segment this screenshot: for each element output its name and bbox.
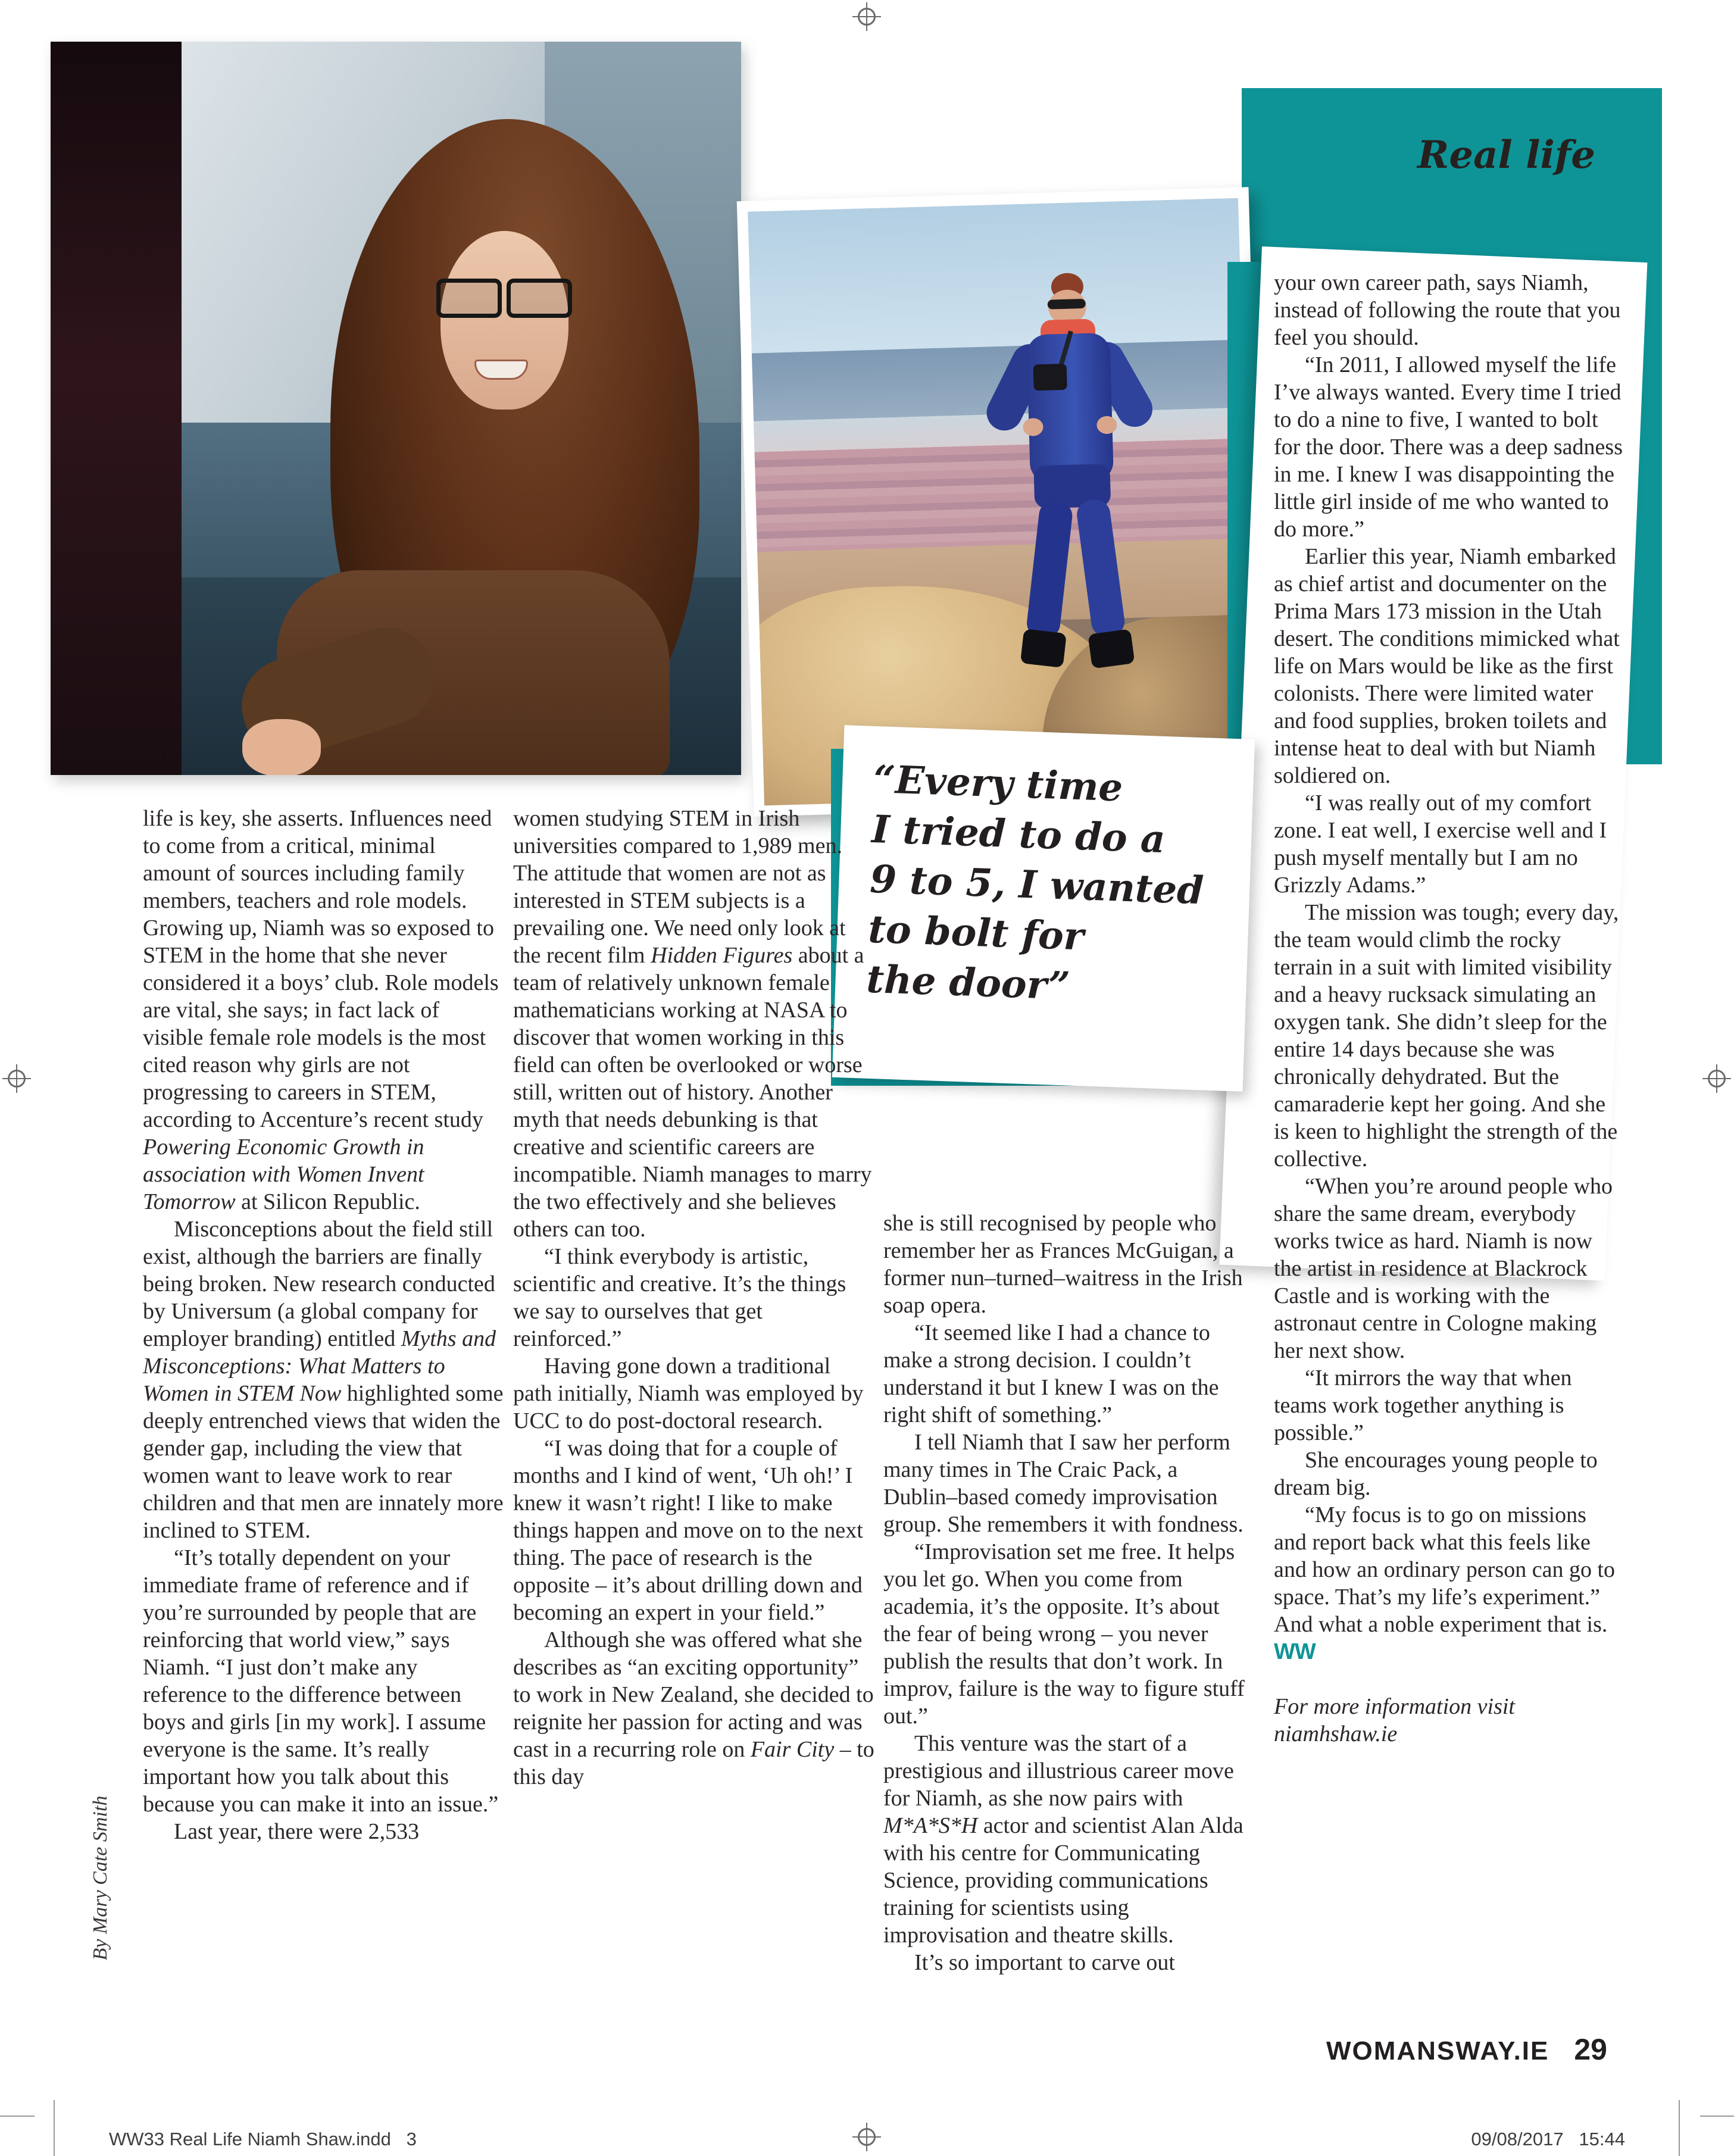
pull-quote-text: “Every time I tried to do a 9 to 5, I wanted to bolt for the door” (866, 757, 1205, 1009)
registration-mark-left (4, 1065, 30, 1092)
registration-ring (8, 1070, 26, 1088)
photo-niamh-speaking (51, 42, 741, 775)
paragraph: “It seemed like I had a chance to make a strong decision. I couldn’t understand it but I knew I was on the right shift of something.” (883, 1320, 1219, 1427)
paragraph: It’s so important to carve out (914, 1950, 1175, 1975)
paragraph: She encourages young people to dream big. (1274, 1448, 1598, 1500)
page-number: 29 (1574, 2033, 1607, 2066)
registration-ring (858, 8, 876, 26)
figure-niamh-coveralls (988, 271, 1154, 692)
ww-magazine-logo: WW (1274, 1639, 1316, 1664)
print-slug-filename: WW33 Real Life Niamh Shaw.indd 3 (109, 2129, 417, 2149)
figure-left-leg (1026, 499, 1074, 639)
article-column-3 (883, 1210, 1245, 1976)
paragraph: “My focus is to go on missions and report back what this feels like and how an ordinary person can go to space. That’s my life’s experiment.” And what a noble experiment that is. WW (1274, 1502, 1616, 1664)
registration-mark-top (854, 4, 880, 30)
photo-desert-mars (737, 187, 1266, 817)
paragraph: “It mirrors the way that when teams work together anything is possible.” (1274, 1366, 1572, 1445)
figure-right-leg (1075, 498, 1126, 638)
paragraph: I tell Niamh that I saw her perform many times in The Craic Pack, a Dublin–based comedy improvisation group. She remembers it with fondness. (883, 1430, 1244, 1537)
figure-camera (1033, 364, 1067, 391)
paragraph: your own career path, says Niamh, instead of following the route that you feel you should. (1274, 270, 1621, 350)
paragraph: Last year, there were 2,533 (174, 1819, 420, 1844)
page-footer (1250, 2032, 1607, 2067)
glasses-right-lens (507, 279, 572, 318)
paragraph: “I was really out of my comfort zone. I eat well, I exercise well and I push myself mentally but I am no Grizzly Adams.” (1274, 790, 1607, 898)
registration-mark-bottom (854, 2124, 880, 2150)
article-column-4 (1274, 269, 1623, 1748)
glasses-left-lens (436, 279, 502, 318)
registration-ring (858, 2128, 876, 2146)
photo-hand (242, 719, 321, 775)
registration-mark-right (1704, 1065, 1730, 1092)
paragraph: This venture was the start of a prestigious and illustrious career move for Niamh, as she now pairs with M*A*S*H actor and scientist Alan Alda with his centre for Communicating Science, providing communications training for scientists using improvisation and theatre skills. (883, 1731, 1244, 1948)
registration-ring (1708, 1070, 1726, 1088)
paragraph: “It’s totally dependent on your immediate frame of reference and if you’re surrounded by people that are reinforcing that world view,” says Niamh. “I just don’t make any reference to the difference between boys and girls [in my work]. I assume everyone is the same. It’s really important how you talk about this because you can make it into an issue.” (143, 1545, 499, 1817)
paragraph: “I think everybody is artistic, scientific and creative. It’s the things we say to ourselves that get reinforced.” (513, 1244, 846, 1351)
figure-right-hand (1096, 416, 1117, 435)
photo-smile (474, 360, 528, 380)
figure-right-boot (1088, 629, 1135, 668)
paragraph: she is still recognised by people who remember her as Frances McGuigan, a former nun–turned–waitress in the Irish soap opera. (883, 1211, 1243, 1318)
paragraph: “I was doing that for a couple of months and I kind of went, ‘Uh oh!’ I knew it wasn’t right! I like to make things happen and move on to the next thing. The pace of research is the opposite – it’s about drilling down and becoming an expert in your field.” (513, 1436, 863, 1625)
pull-quote-card (832, 725, 1255, 1092)
paragraph: The mission was tough; every day, the team would climb the rocky terrain in a suit with limited visibility and a heavy rucksack simulating an oxygen tank. She didn’t sleep for the entire 14 days because she was chronically dehydrated. But the camaraderie kept her going. And she is keen to highlight the strength of the collective. (1274, 900, 1619, 1171)
byline-vertical: By Mary Cate Smith (89, 1795, 111, 1961)
paragraph: “When you’re around people who share the same dream, everybody works twice as hard. Niamh is now the artist in residence at Blackrock Castle and is working with the astronaut centre in Cologne making her next show. (1274, 1174, 1613, 1363)
section-label: Real life (1417, 133, 1595, 177)
figure-sunglasses (1048, 299, 1086, 310)
paragraph: “In 2011, I allowed myself the life I’ve always wanted. Every time I tried to do a nine to five, I wanted to bolt for the door. There was a deep sadness in me. I knew I was disappointing the little girl inside of me who wanted to do more.” (1274, 352, 1623, 542)
paragraph: Misconceptions about the field still exist, although the barriers are finally being broken. New research conducted by Universum (a global company for employer branding) entitled Myths and Misconceptions: What Matters to Women in STEM Now highlighted some deeply entrenched views that widen the gender gap, including the view that women want to leave work to rear children and that men are innately more inclined to STEM. (143, 1217, 504, 1543)
paragraph: women studying STEM in Irish universities compared to 1,989 men. The attitude that women are not as interested in STEM subjects is a prevailing one. We need only look at the recent film Hidden Figures about a team of relatively unknown female mathematicians working at NASA to discover that women working in this field can often be overlooked or worse still, written out of history. Another myth that needs debunking is that creative and scientific careers are incompatible. Niamh manages to marry the two effectively and she believes others can too. (513, 806, 872, 1242)
figure-blue-coverall-torso (1026, 333, 1114, 484)
article-column-1 (143, 805, 505, 1845)
crop-mark (1700, 2116, 1734, 2117)
footer-site-url: WOMANSWAY.IE (1326, 2036, 1549, 2066)
figure-left-boot (1020, 629, 1067, 668)
paragraph: For more information visit niamhshaw.ie (1274, 1694, 1515, 1746)
crop-mark (1679, 2100, 1680, 2156)
paragraph: Having gone down a traditional path initially, Niamh was employed by UCC to do post-doctoral research. (513, 1354, 864, 1433)
photo-dark-curtain (51, 42, 182, 775)
crop-mark (54, 2100, 55, 2156)
photo-desert-image (748, 198, 1255, 806)
crop-mark (0, 2116, 35, 2117)
print-slug-datetime: 09/08/2017 15:44 (1471, 2129, 1625, 2149)
paragraph: “Improvisation set me free. It helps you let go. When you come from academia, it’s the opposite. It’s about the fear of being wrong – you never publish the results that don’t work. In improv, failure is the way to figure stuff out.” (883, 1539, 1245, 1729)
paragraph: Although she was offered what she describes as “an exciting opportunity” to work in New Zealand, she decided to reignite her passion for acting and was cast in a recurring role on Fair City – to this day (513, 1627, 874, 1789)
photo-face (440, 231, 568, 410)
paragraph: life is key, she asserts. Influences need to come from a critical, minimal amount of sources including family members, teachers and role models. Growing up, Niamh was so exposed to STEM in the home that she never considered it a boys’ club. Role models are vital, she says; in fact lack of visible female role models is the most cited reason why girls are not progressing to careers in STEM, according to Accenture’s recent study Powering Economic Growth in association with Women Invent Tomorrow at Silicon Republic. (143, 806, 499, 1214)
article-column-2 (513, 805, 875, 1791)
paragraph: Earlier this year, Niamh embarked as chief artist and documenter on the Prima Mars 173 mission in the Utah desert. The conditions mimicked what life on Mars would be like as the first colonists. There were limited water and food supplies, broken toilets and intense heat to deal with but Niamh soldiered on. (1274, 544, 1620, 788)
